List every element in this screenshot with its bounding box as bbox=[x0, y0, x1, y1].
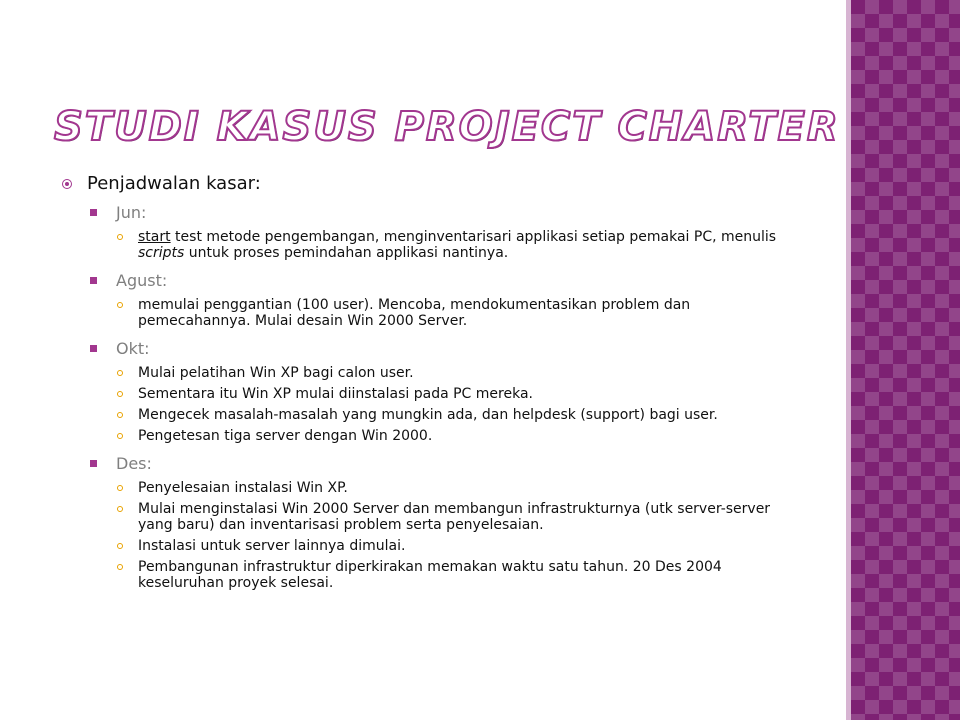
square-bullet-icon bbox=[90, 460, 97, 467]
ring-bullet-icon bbox=[117, 234, 123, 240]
ring-bullet-icon bbox=[117, 433, 123, 439]
ring-bullet-icon bbox=[117, 543, 123, 549]
item-text: Instalasi untuk server lainnya dimulai. bbox=[138, 538, 406, 554]
item-text: Mengecek masalah-masalah yang mungkin ada, dan helpdesk (support) bagi user. bbox=[138, 407, 718, 423]
group-okt bbox=[60, 338, 800, 360]
item-text: Pengetesan tiga server dengan Win 2000. bbox=[138, 428, 433, 444]
list-item bbox=[60, 407, 800, 423]
item-text-part: test metode pengembangan, menginventarisari applikasi setiap pemakai PC, menulis bbox=[170, 229, 777, 245]
ring-bullet-icon bbox=[117, 564, 123, 570]
item-text: memulai penggantian (100 user). Mencoba, mendokumentasikan problem dan pemecahannya. Mulai desain Win 2000 Server. bbox=[138, 297, 691, 329]
list-item bbox=[60, 365, 800, 381]
list-item bbox=[60, 428, 800, 444]
square-bullet-icon bbox=[90, 277, 97, 284]
list-item bbox=[60, 480, 800, 496]
group-des bbox=[60, 453, 800, 475]
list-item bbox=[60, 538, 800, 554]
heading-item bbox=[60, 172, 800, 196]
item-text-part: untuk proses pemindahan applikasi nantinya. bbox=[184, 245, 509, 261]
ring-bullet-icon bbox=[117, 391, 123, 397]
group-label: Des: bbox=[116, 454, 152, 473]
item-text: Mulai pelatihan Win XP bagi calon user. bbox=[138, 365, 414, 381]
item-text: Penyelesaian instalasi Win XP. bbox=[138, 480, 348, 496]
item-text: Sementara itu Win XP mulai diinstalasi pada PC mereka. bbox=[138, 386, 533, 402]
heading-text: Penjadwalan kasar: bbox=[87, 173, 261, 194]
item-text: Pembangunan infrastruktur diperkirakan memakan waktu satu tahun. 20 Des 2004 keseluruhan proyek selesai. bbox=[138, 559, 722, 591]
list-item bbox=[60, 297, 800, 329]
item-text: Mulai menginstalasi Win 2000 Server dan membangun infrastrukturnya (utk server-server yang baru) dan inventarisasi problem serta penyelesaian. bbox=[138, 501, 771, 533]
list-item bbox=[60, 386, 800, 402]
group-label: Agust: bbox=[116, 271, 168, 290]
ring-bullet-icon bbox=[117, 370, 123, 376]
start-word: start bbox=[138, 229, 171, 245]
group-label: Okt: bbox=[116, 339, 150, 358]
ring-bullet-icon bbox=[117, 412, 123, 418]
decorative-pattern-band bbox=[851, 0, 960, 720]
slide-title: STUDI KASUS PROJECT CHARTER bbox=[54, 104, 840, 150]
ring-bullet-icon bbox=[117, 485, 123, 491]
group-jun bbox=[60, 202, 800, 224]
square-bullet-icon bbox=[90, 345, 97, 352]
list-item bbox=[60, 501, 800, 533]
list-item bbox=[60, 559, 800, 591]
square-bullet-icon bbox=[90, 209, 97, 216]
scripts-word: scripts bbox=[138, 245, 185, 261]
ring-bullet-icon bbox=[117, 302, 123, 308]
slide-content bbox=[60, 172, 800, 591]
group-agust bbox=[60, 270, 800, 292]
group-label: Jun: bbox=[116, 203, 147, 222]
list-item bbox=[60, 229, 800, 261]
circle-bullet-icon bbox=[62, 179, 72, 189]
ring-bullet-icon bbox=[117, 506, 123, 512]
